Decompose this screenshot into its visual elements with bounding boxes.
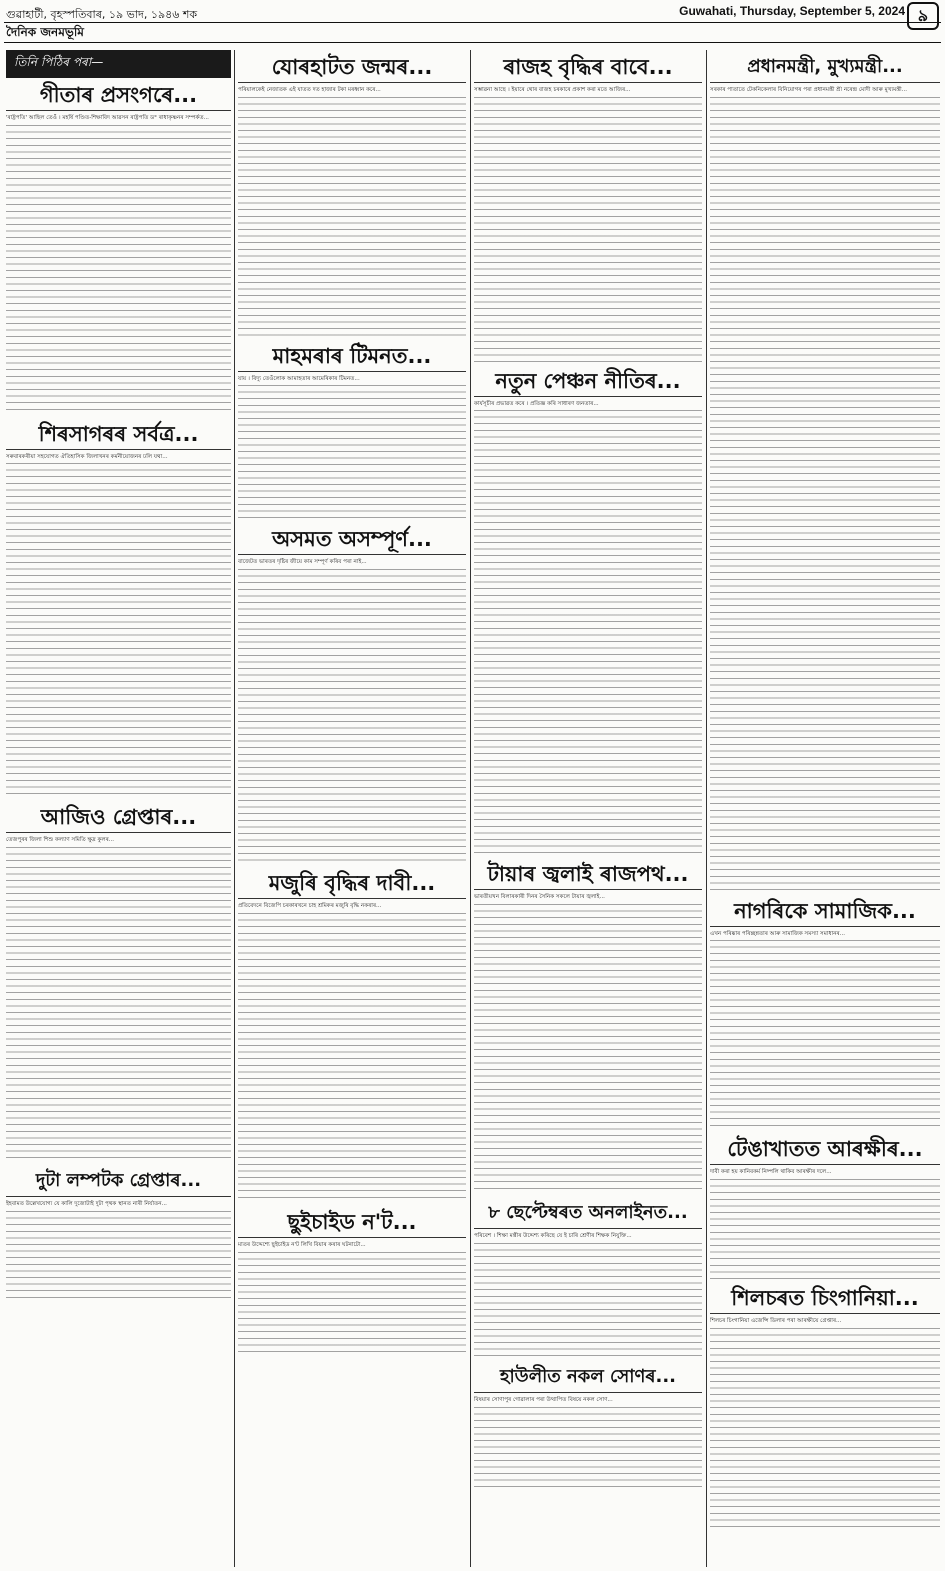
story-body-text: [238, 569, 466, 864]
news-story: [710, 54, 940, 892]
header-date-english: Guwahati, Thursday, September 5, 2024: [679, 4, 905, 18]
column-4: [710, 50, 940, 1567]
story-body-text: [6, 463, 231, 798]
header-rule-bottom: [4, 42, 941, 43]
news-story: [6, 804, 231, 1162]
news-story: [6, 421, 231, 799]
story-body-text: [710, 97, 940, 892]
story-lead: বিষয়াৰ সোণাপুৰ গোৱালাৰ পৰা উত্থাপিত বিষয়ে নকল সোণ...: [474, 1396, 613, 1403]
column-divider: [470, 50, 471, 1567]
news-story: [474, 54, 702, 362]
story-lead: তেজপুৰৰ জিলা শিশু কল্যাণ সমিতি ক্ষুদ্ৰ কুলৰ...: [6, 837, 115, 844]
story-headline: শিলচৰত চিংগানিয়া...: [710, 1285, 940, 1314]
news-story: [710, 1136, 940, 1279]
story-headline: টায়াৰ জ্বলাই ৰাজপথ...: [474, 861, 702, 890]
story-headline: দুটা লম্পটক গ্ৰেপ্তাৰ...: [6, 1168, 231, 1197]
story-body-text: [6, 847, 231, 1162]
story-lead: মাতৰ উদ্দেশ্যে ছুইচাইড ন'ট লিখি বিয়াৰ কৰাৰ ঘটনাটো...: [238, 1241, 366, 1248]
news-story: [474, 368, 702, 856]
news-story: [474, 1200, 702, 1358]
news-story: [6, 82, 231, 415]
news-story: [238, 343, 466, 521]
column-divider: [234, 50, 235, 1567]
story-body-text: [238, 97, 466, 337]
news-story: [710, 1285, 940, 1528]
story-body-text: [710, 1179, 940, 1279]
story-body-text: [6, 1211, 231, 1301]
story-lead: পৰিয়ালকেই নেজাতক এই যাতত দত হাজাৰ টকা মৰধ্বান কৰে...: [238, 87, 381, 93]
story-headline: মজুৰি বৃদ্ধিৰ দাবী...: [238, 870, 466, 899]
story-body-text: [474, 410, 702, 855]
story-body-text: [474, 1243, 702, 1358]
news-story: [238, 1209, 466, 1352]
news-story: [238, 54, 466, 337]
story-body-text: [238, 385, 466, 520]
story-body-text: [238, 1252, 466, 1352]
story-lead: প্ৰতিবেদনে বিজেপি চৰকাৰখনে চাহ শ্ৰমিকৰ মজুৰি বৃদ্ধি নকৰাৰ...: [238, 903, 382, 910]
story-body-text: [710, 1328, 940, 1528]
story-lead: ইহবামত উল্লেখযোগ্য যে কালি দুজোটাই দুটা পৃথক স্থানত নাৰী নিৰ্যাতন...: [6, 1201, 167, 1208]
story-lead: শিলচৰ চিংগানিয়া এজেন্সি ডিলাৰ পৰা আৰক্ষীয়ে গ্ৰেপ্তাৰ...: [710, 1318, 842, 1325]
story-lead: এখন পৰিষ্কাৰ পৰিচ্ছন্নতাৰ আৰু সামাজিক সমস্যা সমাধানৰ...: [710, 930, 846, 937]
story-lead: 'ৰাষ্ট্ৰপতি' আছিল তেওঁ । মহৰ্ষি পণ্ডিত-শিক্ষাবিদ আৱসন ৰাষ্ট্ৰপতি ড° ৰাধাকৃষ্ণনৰ সম্পৰ্কত...: [6, 115, 209, 121]
story-lead: যায় । বিদ্যু তেওঁলোক আমাহতাৰ আমেৰিকাৰ টিমনত...: [238, 375, 360, 382]
story-lead: পৰিবেশ । শিক্ষা মন্ত্ৰীৰ উদ্দেশ্য কৰিছে যে ই চাৰি শ্ৰেণীৰ শিক্ষক নিযুক্তি...: [474, 1233, 632, 1240]
story-headline: আজিও গ্ৰেপ্তাৰ...: [6, 804, 231, 833]
story-lead: সৰকাৰ পাতাতে টেকনিকেলাৰ বিনিয়োগৰ পৰা প্ৰধানমন্ত্ৰী শ্ৰী নৰেন্দ্ৰ মোদী আৰু মুখ্যমন্ত্ৰী...: [710, 87, 908, 93]
story-body-text: [6, 125, 231, 415]
story-headline: ৰাজহ বৃদ্ধিৰ বাবে...: [474, 54, 702, 83]
column-3: [474, 50, 702, 1567]
column-1: [6, 50, 231, 1567]
story-lead: কাৰ্যসূচীৰ প্ৰভাৱত কৰে । প্ৰতিজ্ঞ কৰি সাধাৰণ জনতাৰ...: [474, 400, 599, 407]
story-lead: বাজেটত ভাৰতৰ দৃষ্টিৰ জীয়ে কাম সম্পূৰ্ণ কৰিব পৰা নাই...: [238, 559, 367, 566]
story-headline: শিৰসাগৰৰ সৰ্বত্ৰ...: [6, 421, 231, 450]
story-headline: মাহমৰাৰ টিমনত...: [238, 343, 466, 372]
newspaper-name: দৈনিক জনমভূমি: [6, 25, 84, 39]
header-rule: [4, 22, 941, 23]
news-story: [474, 861, 702, 1194]
story-headline: নাগৰিকে সামাজিক...: [710, 898, 940, 927]
story-body-text: [238, 913, 466, 1203]
news-story: [238, 526, 466, 864]
story-headline: হাউলীত নকল সোণৰ...: [474, 1364, 702, 1393]
story-lead: সৰুবাৰকৰীয়া সহযোগত ঐতিহাসিক জিলাখনৰ কৰ্মনীয়োজনৰ ঢলি যথা...: [6, 453, 168, 460]
story-headline: প্ৰধানমন্ত্ৰী, মুখ্যমন্ত্ৰী...: [710, 54, 940, 83]
header-date-local: গুৱাহাটী, বৃহস্পতিবাৰ, ১৯ ভাদ, ১৯৪৬ শক: [6, 8, 198, 21]
continued-section-label: তিনি পিঠিৰ পৰা—: [6, 50, 231, 78]
story-headline: গীতাৰ প্ৰসংগৰে...: [6, 82, 231, 111]
story-headline: নতুন পেঞ্চন নীতিৰ...: [474, 368, 702, 397]
story-headline: ছুইচাইড ন'ট...: [238, 1209, 466, 1238]
column-2: [238, 50, 466, 1567]
news-story: [6, 1168, 231, 1301]
story-headline: টেঙাখাতত আৰক্ষীৰ...: [710, 1136, 940, 1165]
story-headline: যোৰহাটত জন্মৰ...: [238, 54, 466, 83]
story-body-text: [474, 1407, 702, 1487]
column-divider: [706, 50, 707, 1567]
news-story: [710, 898, 940, 1131]
story-headline: অসমত অসম্পূৰ্ণ...: [238, 526, 466, 555]
story-headline: ৮ ছেপ্টেম্বৰত অনলাইনত...: [474, 1200, 702, 1229]
page-header: [0, 0, 945, 46]
story-body-text: [474, 904, 702, 1194]
news-story: [474, 1364, 702, 1487]
story-body-text: [710, 940, 940, 1130]
story-lead: দাবী কৰা হয় কানিবকৰ্ম নিষ্পলি থাকিব আৰক্ষীৰ দলে...: [710, 1169, 832, 1176]
news-story: [238, 870, 466, 1203]
page-number: ৯: [907, 2, 939, 30]
story-body-text: [474, 97, 702, 362]
story-lead: ভাৰতীয়খন বিলাৰকাৰী দিনৰ সৈনিক সকলে টায়াৰ জ্বলাই...: [474, 894, 605, 901]
story-lead: সম্ভাৱনা আছে । ইয়াৰে থোৰ বাজহ চৰকাৰে প্ৰকাশ কৰা মতে আজিৰ...: [474, 87, 631, 93]
